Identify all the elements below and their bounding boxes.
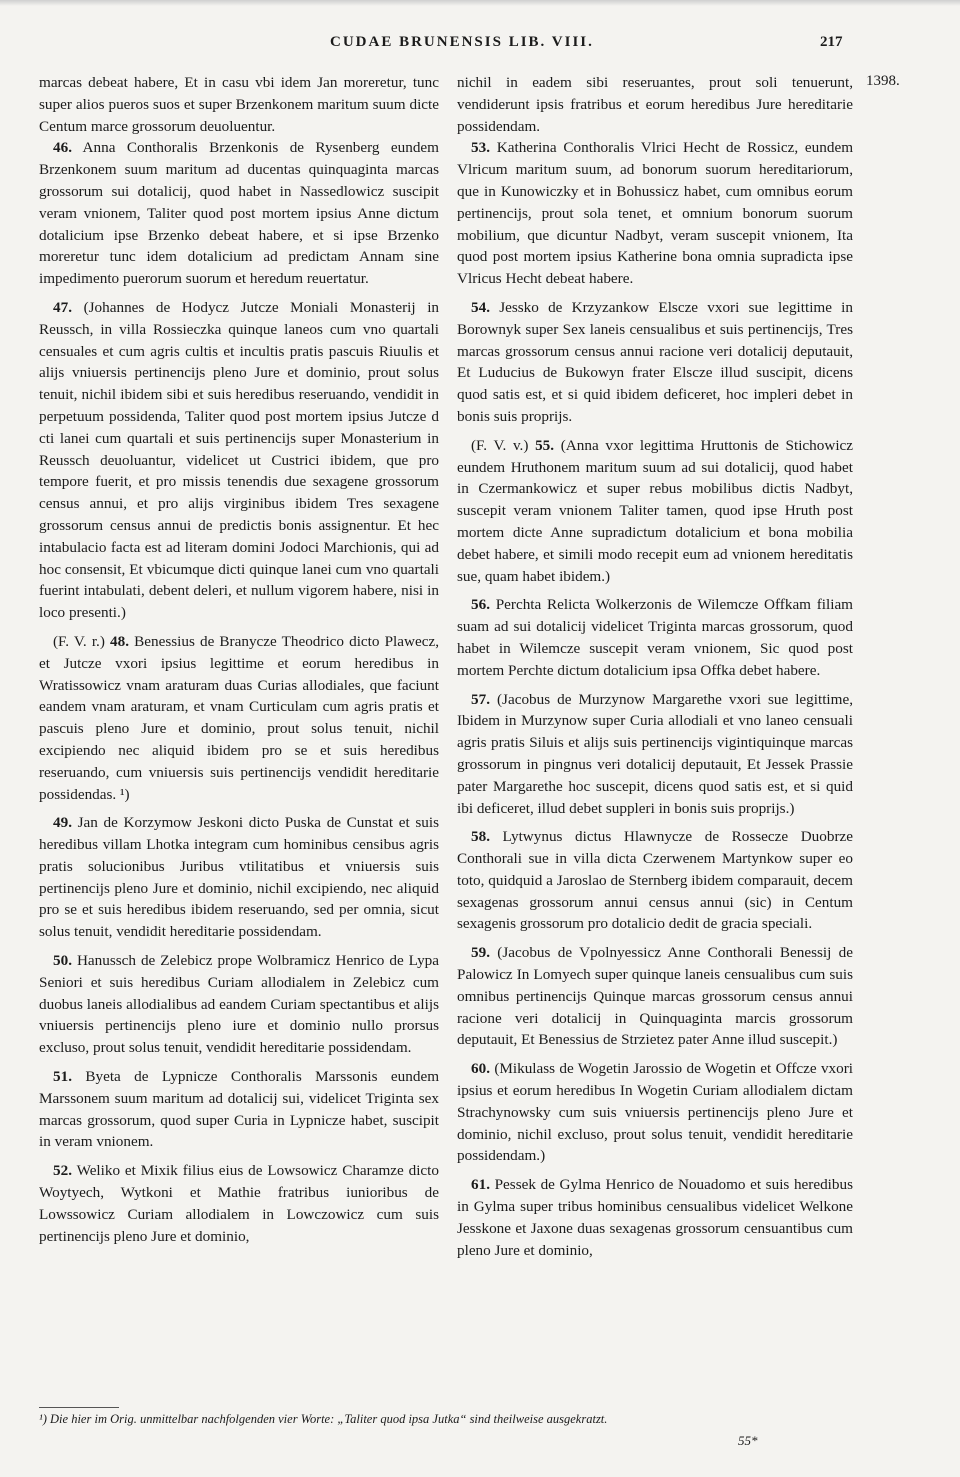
- entry-paragraph: [39, 631, 439, 805]
- continued-text: nichil in eadem sibi reseruantes, prout soli tenuerunt, vendiderunt ipsis fratribus et eorum heredibus Jure hereditarie possidendam.: [457, 74, 853, 135]
- entry-paragraph: [457, 137, 853, 290]
- entry-text: Hanussch de Zelebicz prope Wolbramicz Henrico de Lypa Seniori et suis heredibus Curiam allodialem in Zelebicz cum duobus laneis allodialibus ad eandem Curiam spectantibus et alijs vniuersis pertinencijs pleno iure et dominio nullo prorsus excluso, prout solus tenuit, vendidit hereditarie possidendam.: [39, 952, 440, 1057]
- entry-text: Perchta Relicta Wolkerzonis de Wilemcze Offkam filiam suam ad sui dotalicij videlicet Triginta marcas grossorum, quod habet in Wilemcze suscepit veram vnionem, Sic quod post mortem Perchte dictum dotalicium ipsa Offka debet habere.: [457, 596, 853, 679]
- entry-number: 51.: [53, 1068, 72, 1086]
- footnote: ¹) Die hier im Orig. unmittelbar nachfolgenden vier Worte: „Taliter quod ipsa Jutka“ sind theilweise ausgekratzt.: [39, 1412, 608, 1426]
- margin-year: 1398.: [866, 73, 900, 89]
- entry-paragraph: [39, 297, 439, 624]
- entry-number: 47.: [53, 298, 72, 316]
- entry-paragraph: [457, 594, 853, 681]
- entry-text: Jessko de Krzyzankow Elscze vxori sue legittime in Borownyk super Sex laneis censualibus et suis pertinencijs, Tres marcas grossorum census annui racione veri dotalicij deputauit, Et Luducius de Bukowyn frater Elscze illud suscipit, dicens quod satis est, et si quid ibidem deficeret, hoc impleri debet in bonis suis proprijs.: [457, 298, 853, 425]
- entry-text: (Jacobus de Murzynow Margarethe vxori sue legittime, Ibidem in Murzynow super Curia allodiali et vno laneo censuali agris pratis Siluis et alijs suis pertinencijs vigintiquinque marcas grossorum in pingnus veri dotalicij deputauit, Et Jessek Prassie pater Margarethe hoc suscepit, dicens quod satis est, et si quid ibi deficeret, illud debet suppleri in bonis suis proprijs.): [457, 690, 853, 817]
- entry-text: Byeta de Lypnicze Conthoralis Marssonis eundem Marssonem suum maritum ad dotalicij sui, videlicet Triginta sex marcas grossorum, quod super Curia in Lypnicze habet, suscipit in veram vnionem.: [39, 1068, 440, 1151]
- entry-number: 58.: [471, 828, 490, 846]
- entry-text: Benessius de Branycze Theodrico dicto Plawecz, et Jutcze vxori ipsius legittime et eorum heredibus in Wratissowicz vnam araturam duas Curias allodiales, que faciunt eandem vnam araturam, et vnam Curticulam cum agris pratis et pascuis pleno Jure et dominio, prout solus tenuit, nichil excipiendo nec aliquid ibidem pro se et suis heredibus reseruando, cum vniuersis suis pertinencijs vendidit hereditarie possidendas. ¹): [39, 632, 439, 803]
- entry-paragraph: [39, 1066, 439, 1153]
- entry-paragraph: [457, 826, 853, 935]
- entry-number: 49.: [53, 814, 72, 832]
- entry-paragraph: [39, 812, 439, 943]
- folio-reference: (F. V. v.): [471, 436, 529, 454]
- entry-number: 53.: [471, 139, 490, 157]
- entry-text: Weliko et Mixik filius eius de Lowsowicz Charamze dicto Woytyech, Wytkoni et Mathie fratribus iunioribus de Lowssowicz Curiam allodialem in Lowczowicz cum suis pertinencijs pleno Jure et dominio,: [39, 1162, 439, 1245]
- entry-text: (Johannes de Hodycz Jutcze Moniali Monasterij in Reussch, in villa Rossieczka quinque laneos cum vno quartali censuales et cum agris cultis et incultis pratis pascuis Riuulis et alijs vniuersis pertinencijs pleno Jure et dominio, prout solus tenuit, nichil ibidem sibi et suis heredibus reseruando, vendidit in perpetuum possidenda, Taliter quod post mortem ipsius Jutcze d cti lanei cum quartali et suis pertinencijs super Monasterium in Reussch deuoluantur, videlicet ut Custrici ibidem, que pro tempore fuerit, et pro missis tenendis due sexagene grossorum census annui, et pro alijs virginibus ibidem Tres sexagene grossorum census annui de predictis bonis assignentur. Et hec intabulacio facta est ad literam domini Jodoci Marchionis, qui ad hoc consensit, Et vbicumque dicti quinque lanei cum vno quartali fuerint intabulati, debent deleri, et nullum vigorem habere, nisi in loco presenti.): [39, 298, 440, 622]
- entry-text: Lytwynus dictus Hlawnycze de Rossecze Duobrze Conthorali sue in villa dicta Czerwenem Martynkow super eo toto, quidquid a Jaroslao de Sternberg ibidem comparauit, decem sexagenas grossorum annui census annui (sic) in Centum sexagenis grossorum pro dotalicio dedit de gracia speciali.: [457, 828, 853, 933]
- left-column: [39, 72, 439, 1247]
- running-head: CUDAE BRUNENSIS LIB. VIII.: [330, 34, 594, 50]
- entry-number: 57.: [471, 690, 490, 708]
- folio-reference: (F. V. r.): [53, 632, 105, 650]
- entry-paragraph: [457, 1174, 853, 1261]
- entry-paragraph: [39, 950, 439, 1059]
- entry-number: 46.: [53, 139, 72, 157]
- entry-number: 55.: [535, 436, 555, 454]
- entry-paragraph: [457, 1058, 853, 1167]
- entry-text: Pessek de Gylma Henrico de Nouadomo et suis heredibus in Gylma super tribus hominibus censualibus videlicet Welkone Jesskone et Jaxone duas sexagenas grossorum censuantibus cum pleno Jure et dominio,: [457, 1176, 853, 1259]
- entry-text: Katherina Conthoralis Vlrici Hecht de Rossicz, eundem Vlricum maritum suum, ad bonorum suorum hereditariorum, que in Kunowiczky et in Bohussicz habet, cum omnibus eorum pertinencijs, prout sola tenet, et omnium bonorum suorum mobilium, que dicuntur Nadbyt, veram suscepit vnionem, Ita quod post mortem ipsius Katherine bona omnia supradicta ipse Vlricus Hecht debeat habere.: [457, 139, 854, 288]
- entry-text: (Jacobus de Vpolnyessicz Anne Conthorali Benessij de Palowicz In Lomyech super quinque laneis censualibus cum suis omnibus pertinencijs Quinque marcas grossorum census annui racione veri dotalicij in Quinquaginta marcis grossorum deputauit, Et Benessius de Strzietez pater Anne illud suscepit.): [457, 944, 853, 1049]
- entry-number: 50.: [53, 952, 72, 970]
- scan-top-edge: [0, 0, 960, 6]
- continued-text: marcas debeat habere, Et in casu vbi idem Jan moreretur, tunc super alios pueros suos et super Brzenkonem maritum suum dicte Centum marce grossorum deuoluentur.: [39, 74, 439, 135]
- entry-text: Anna Conthoralis Brzenkonis de Rysenberg eundem Brzenkonem suum maritum ad ducentas quinquaginta marcas grossorum sui dotalicij, quod habet in Nassedlowicz suscipit veram vnionem, Taliter quod post mortem ipsius Anne dictum dotalicium ipse Brzenko debeat habere, et si ipse Brzenko moreretur tunc idem dotalicium ad predictam Annam sine impedimento puerorum suorum et heredum reuertatur.: [39, 139, 439, 288]
- footnote-rule: [39, 1407, 119, 1408]
- entry-paragraph: [39, 1160, 439, 1247]
- entry-paragraph: [457, 297, 853, 428]
- entry-text: Jan de Korzymow Jeskoni dicto Puska de Cunstat et suis heredibus villam Lhotka integram cum hominibus censibus agris pratis solucionibus Juribus vtilitatibus et vniuersis suis pertinencijs pleno Jure et dominio, nichil excipiendo, nec aliquid pro se et suis heredibus ibidem reseruando, sed per omnia, sicut solus tenuit, vendidit hereditarie possidendam.: [39, 814, 439, 941]
- entry-number: 60.: [471, 1060, 490, 1078]
- entry-text: (Mikulass de Wogetin Jarossio de Wogetin et Offcze vxori ipsius et eorum heredibus In Wogetin Curiam allodialem dictam Strachynowsky cum suis vniuersis pertinencijs pleno Jure et dominio, nichil excluso, prout solus tenuit, vendidit hereditarie possidendam.): [457, 1060, 854, 1165]
- entry-paragraph: [39, 137, 439, 290]
- entry-text: (Anna vxor legittima Hruttonis de Stichowicz eundem Hruthonem maritum suum ad sui dotalicij, quod habet in Czermankowicz et super rebus mobilibus dictis Nadbyt, suscepit veram vnionem Taliter tamen, quod ipse Hruth post mortem dicte Anne supradictum dotalicium et bona mobilia debet habere, et simili modo recepit eum ad vnionem hereditatis sue, quam habet ibidem.): [457, 436, 854, 585]
- entry-number: 61.: [471, 1176, 490, 1194]
- entry-number: 54.: [471, 298, 490, 316]
- entry-paragraph: [457, 942, 853, 1051]
- entry-number: 48.: [110, 632, 130, 650]
- entry-paragraph: [457, 435, 853, 588]
- entry-number: 56.: [471, 596, 490, 614]
- page-number: 217: [820, 34, 843, 50]
- entry-number: 59.: [471, 944, 490, 962]
- signature-mark: 55*: [738, 1433, 758, 1448]
- entry-number: 52.: [53, 1162, 72, 1180]
- right-column: [457, 72, 853, 1261]
- entry-paragraph: [457, 689, 853, 820]
